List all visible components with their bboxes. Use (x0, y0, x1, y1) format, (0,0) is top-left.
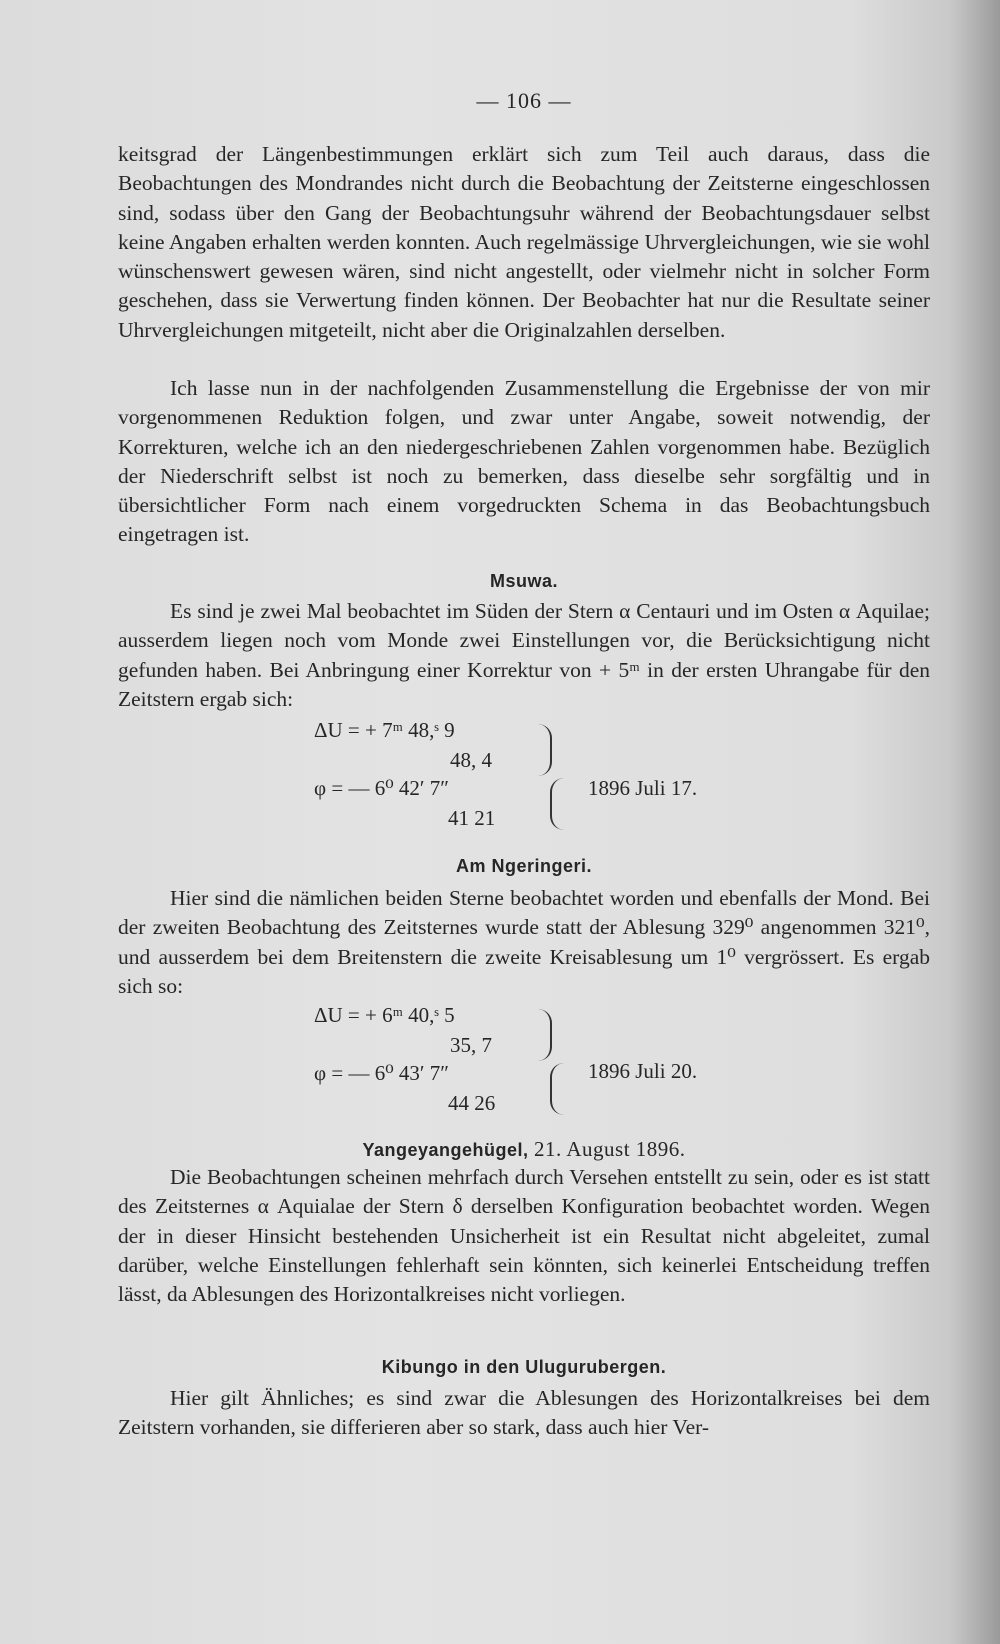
page-number: — 106 — (476, 88, 572, 113)
formula-line-value: 41 21 (448, 806, 496, 830)
heading-msuwa: Msuwa. (489, 571, 558, 591)
formula-line-delta-u: ΔU = + 6ᵐ 40,ˢ 5 (314, 1003, 455, 1027)
brace-top (528, 1009, 552, 1061)
paragraph-6: Hier gilt Ähnliches; es sind zwar die Ablesungen des Horizontalkreises bei dem Zeitstern vorhanden, sie differieren aber so stark, dass auch hier Ver- (118, 1386, 930, 1440)
heading-kibungo: Kibungo in den Ulugurubergen. (381, 1357, 667, 1377)
formula-line-phi: φ = — 6⁰ 43′ 7″ (314, 1061, 449, 1085)
formula-line-value: 48, 4 (450, 748, 492, 772)
formula-ngeringeri (118, 1003, 930, 1133)
heading-yangeyange-place: Yangeyangehügel, (362, 1140, 529, 1160)
formula-date: 1896 Juli 17. (588, 776, 698, 800)
paragraph-1: keitsgrad der Längenbestimmungen erklärt sich zum Teil auch daraus, dass die Beobachtungen des Mondrandes nicht durch die Beobachtung der Zeitsterne eingeschlossen sind, sodass über den Gang der Beobachtungsuhr während der Beobachtungsdauer selbst keine Angaben erhalten werden konnten. Auch regelmässige Uhrvergleichungen, wie sie wohl wünschenswert gewesen wären, sind nicht angestellt, oder vielmehr nicht in solcher Form geschehen, dass sie Verwertung finden können. Der Beobachter hat nur die Resultate seiner Uhrvergleichungen mitgeteilt, nicht aber die Originalzahlen derselben. (118, 142, 930, 342)
paragraph-5: Die Beobachtungen scheinen mehrfach durch Versehen entstellt zu sein, oder es ist statt des Zeitsternes α Aquialae der Stern δ derselben Konfiguration beobachtet worden. Wegen der in dieser Hinsicht bestehenden Unsicherheit ist ein Resultat nicht abgeleitet, zumal darüber, welche Einstellungen fehlerhaft sein könnten, sich keinerlei Entscheidung treffen lässt, da Ablesungen des Horizontalkreises nicht vorliegen. (118, 1165, 930, 1307)
brace-top (528, 724, 552, 776)
formula-line-delta-u: ΔU = + 7ᵐ 48,ˢ 9 (314, 718, 455, 742)
document-page (118, 0, 930, 1644)
formula-date: 1896 Juli 20. (588, 1059, 698, 1083)
formula-msuwa (118, 718, 930, 848)
paragraph-4: Hier sind die nämlichen beiden Sterne beobachtet worden und ebenfalls der Mond. Bei der zweiten Beobachtung des Zeitsternes wurde statt der Ablesung 329⁰ angenommen 321⁰, und ausserdem bei dem Breitenstern die zweite Kreisablesung um 1⁰ vergrössert. Es ergab sich so: (118, 886, 930, 998)
formula-line-value: 44 26 (448, 1091, 496, 1115)
formula-line-phi: φ = — 6⁰ 42′ 7″ (314, 776, 449, 800)
heading-yangeyange (118, 1137, 930, 1162)
brace-bottom (550, 778, 574, 830)
heading-yangeyange-date: 21. August 1896. (534, 1137, 686, 1161)
formula-line-value: 35, 7 (450, 1033, 492, 1057)
brace-bottom (550, 1063, 574, 1115)
heading-ngeringeri: Am Ngeringeri. (455, 856, 593, 876)
paragraph-2: Ich lasse nun in der nachfolgenden Zusammenstellung die Ergebnisse der von mir vorgenommenen Reduktion folgen, und zwar unter Angabe, soweit notwendig, der Korrekturen, welche ich an den niedergeschriebenen Zahlen vorgenommen habe. Bezüglich der Niederschrift selbst ist noch zu bemerken, dass dieselbe sehr sorgfältig und in übersichtlicher Form nach einem vorgedruckten Schema in das Beobachtungsbuch eingetragen ist. (118, 376, 930, 547)
paragraph-3: Es sind je zwei Mal beobachtet im Süden der Stern α Centauri und im Osten α Aquilae; ausserdem liegen noch vom Monde zwei Einstellungen vor, die Berücksichtigung nicht gefunden haben. Bei Anbringung einer Korrektur von + 5ᵐ in der ersten Uhrangabe für den Zeitstern ergab sich: (118, 599, 930, 711)
